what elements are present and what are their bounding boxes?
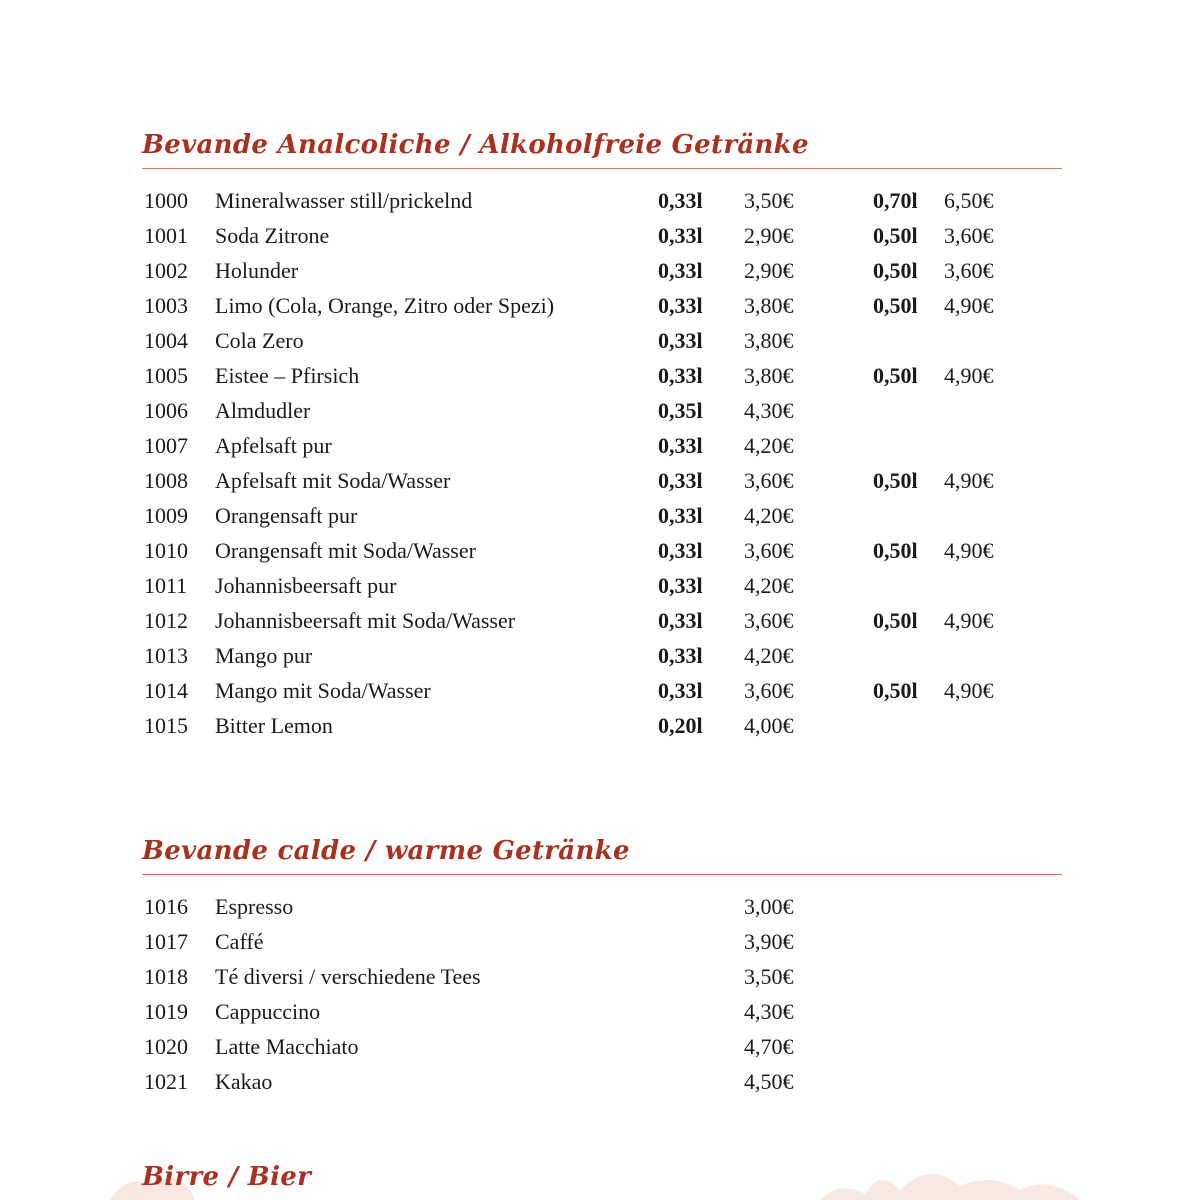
item-volume-small: 0,33l: [658, 258, 703, 283]
item-number: 1002: [144, 258, 188, 283]
item-number: 1008: [144, 468, 188, 493]
menu-item: [142, 994, 1062, 1029]
menu-item: [142, 603, 1062, 638]
item-volume-large: 0,50l: [873, 468, 918, 493]
item-number: 1007: [144, 433, 188, 458]
item-number: 1005: [144, 363, 188, 388]
menu-item: [142, 568, 1062, 603]
item-price-large: 4,90€: [944, 363, 994, 388]
menu-item: [142, 959, 1062, 994]
section-title: Birre / Bier: [142, 1162, 312, 1192]
item-number: 1014: [144, 678, 188, 703]
item-name: Apfelsaft pur: [215, 433, 332, 458]
item-price: 4,70€: [744, 1034, 794, 1059]
item-price-small: 4,30€: [744, 398, 794, 423]
menu-item: [142, 708, 1062, 743]
section-hot-drinks: [142, 836, 1062, 1099]
item-price: 4,30€: [744, 999, 794, 1024]
item-price-small: 4,20€: [744, 573, 794, 598]
menu-item: [142, 924, 1062, 959]
item-volume-small: 0,33l: [658, 538, 703, 563]
item-volume-small: 0,20l: [658, 713, 703, 738]
item-volume-small: 0,33l: [658, 328, 703, 353]
item-number: 1006: [144, 398, 188, 423]
item-volume-small: 0,33l: [658, 433, 703, 458]
item-price-large: 4,90€: [944, 678, 994, 703]
menu-item: [142, 393, 1062, 428]
item-price-large: 4,90€: [944, 293, 994, 318]
menu-item: [142, 218, 1062, 253]
item-number: 1004: [144, 328, 188, 353]
item-price-large: 6,50€: [944, 188, 994, 213]
item-name: Mango mit Soda/Wasser: [215, 678, 431, 703]
item-price-small: 4,20€: [744, 503, 794, 528]
item-name: Apfelsaft mit Soda/Wasser: [215, 468, 451, 493]
item-name: Espresso: [215, 894, 294, 919]
item-name: Cappuccino: [215, 999, 321, 1024]
section-beer: [142, 1162, 1062, 1192]
section-divider: [142, 168, 1062, 169]
item-price-small: 2,90€: [744, 258, 794, 283]
item-volume-small: 0,33l: [658, 293, 703, 318]
item-name: Soda Zitrone: [215, 223, 330, 248]
item-volume-small: 0,33l: [658, 643, 703, 668]
item-price-small: 4,20€: [744, 643, 794, 668]
item-name: Johannisbeersaft mit Soda/Wasser: [215, 608, 516, 633]
menu-item: [142, 673, 1062, 708]
item-number: 1011: [144, 573, 188, 598]
item-number: 1003: [144, 293, 188, 318]
item-volume-small: 0,33l: [658, 363, 703, 388]
item-name: Orangensaft mit Soda/Wasser: [215, 538, 476, 563]
item-name: Caffé: [215, 929, 264, 954]
item-volume-large: 0,50l: [873, 223, 918, 248]
item-volume-large: 0,50l: [873, 608, 918, 633]
item-volume-small: 0,33l: [658, 608, 703, 633]
item-number: 1015: [144, 713, 188, 738]
item-number: 1021: [144, 1069, 188, 1094]
item-price-large: 4,90€: [944, 608, 994, 633]
item-price-small: 4,00€: [744, 713, 794, 738]
item-list: [142, 183, 1062, 743]
item-volume-small: 0,33l: [658, 223, 703, 248]
item-volume-large: 0,50l: [873, 538, 918, 563]
item-number: 1001: [144, 223, 188, 248]
menu-item: [142, 253, 1062, 288]
item-volume-large: 0,50l: [873, 293, 918, 318]
item-name: Limo (Cola, Orange, Zitro oder Spezi): [215, 293, 555, 318]
item-name: Bitter Lemon: [215, 713, 333, 738]
item-volume-small: 0,33l: [658, 573, 703, 598]
item-number: 1020: [144, 1034, 188, 1059]
item-name: Mango pur: [215, 643, 313, 668]
item-price-small: 3,50€: [744, 188, 794, 213]
item-price: 3,50€: [744, 964, 794, 989]
menu-item: [142, 323, 1062, 358]
item-volume-small: 0,33l: [658, 188, 703, 213]
item-volume-small: 0,33l: [658, 678, 703, 703]
menu-item: [142, 463, 1062, 498]
item-name: Kakao: [215, 1069, 273, 1094]
item-volume-large: 0,50l: [873, 678, 918, 703]
item-price-large: 4,90€: [944, 468, 994, 493]
item-name: Cola Zero: [215, 328, 304, 353]
item-price-small: 3,60€: [744, 468, 794, 493]
item-name: Mineralwasser still/prickelnd: [215, 188, 473, 213]
item-volume-large: 0,70l: [873, 188, 918, 213]
menu-item: [142, 889, 1062, 924]
item-price-large: 3,60€: [944, 258, 994, 283]
item-volume-large: 0,50l: [873, 363, 918, 388]
menu-item: [142, 358, 1062, 393]
section-divider: [142, 874, 1062, 875]
menu-item: [142, 1029, 1062, 1064]
item-volume-small: 0,35l: [658, 398, 703, 423]
item-price-small: 3,80€: [744, 328, 794, 353]
item-price-large: 3,60€: [944, 223, 994, 248]
menu-item: [142, 183, 1062, 218]
item-number: 1012: [144, 608, 188, 633]
menu-item: [142, 288, 1062, 323]
item-price-small: 3,60€: [744, 538, 794, 563]
item-name: Almdudler: [215, 398, 311, 423]
item-name: Latte Macchiato: [215, 1034, 359, 1059]
menu-item: [142, 533, 1062, 568]
item-number: 1000: [144, 188, 188, 213]
item-price-large: 4,90€: [944, 538, 994, 563]
section-title: Bevande Analcoliche / Alkoholfreie Getränke: [142, 130, 809, 160]
item-price: 3,00€: [744, 894, 794, 919]
item-name: Té diversi / verschiedene Tees: [215, 964, 481, 989]
item-volume-small: 0,33l: [658, 468, 703, 493]
item-price-small: 3,60€: [744, 678, 794, 703]
item-name: Holunder: [215, 258, 299, 283]
item-number: 1013: [144, 643, 188, 668]
menu-item: [142, 1064, 1062, 1099]
item-name: Orangensaft pur: [215, 503, 358, 528]
item-price-small: 3,80€: [744, 363, 794, 388]
menu-item: [142, 498, 1062, 533]
item-number: 1009: [144, 503, 188, 528]
item-volume-small: 0,33l: [658, 503, 703, 528]
menu-item: [142, 638, 1062, 673]
item-volume-large: 0,50l: [873, 258, 918, 283]
item-number: 1010: [144, 538, 188, 563]
item-name: Eistee – Pfirsich: [215, 363, 360, 388]
item-price-small: 4,20€: [744, 433, 794, 458]
item-number: 1019: [144, 999, 188, 1024]
item-price-small: 3,60€: [744, 608, 794, 633]
item-price-small: 2,90€: [744, 223, 794, 248]
section-soft-drinks: [142, 130, 1062, 743]
item-price-small: 3,80€: [744, 293, 794, 318]
item-name: Johannisbeersaft pur: [215, 573, 397, 598]
item-number: 1018: [144, 964, 188, 989]
menu-item: [142, 428, 1062, 463]
item-list: [142, 889, 1062, 1099]
section-title: Bevande calde / warme Getränke: [142, 836, 630, 866]
item-price: 3,90€: [744, 929, 794, 954]
item-number: 1016: [144, 894, 188, 919]
item-number: 1017: [144, 929, 188, 954]
item-price: 4,50€: [744, 1069, 794, 1094]
